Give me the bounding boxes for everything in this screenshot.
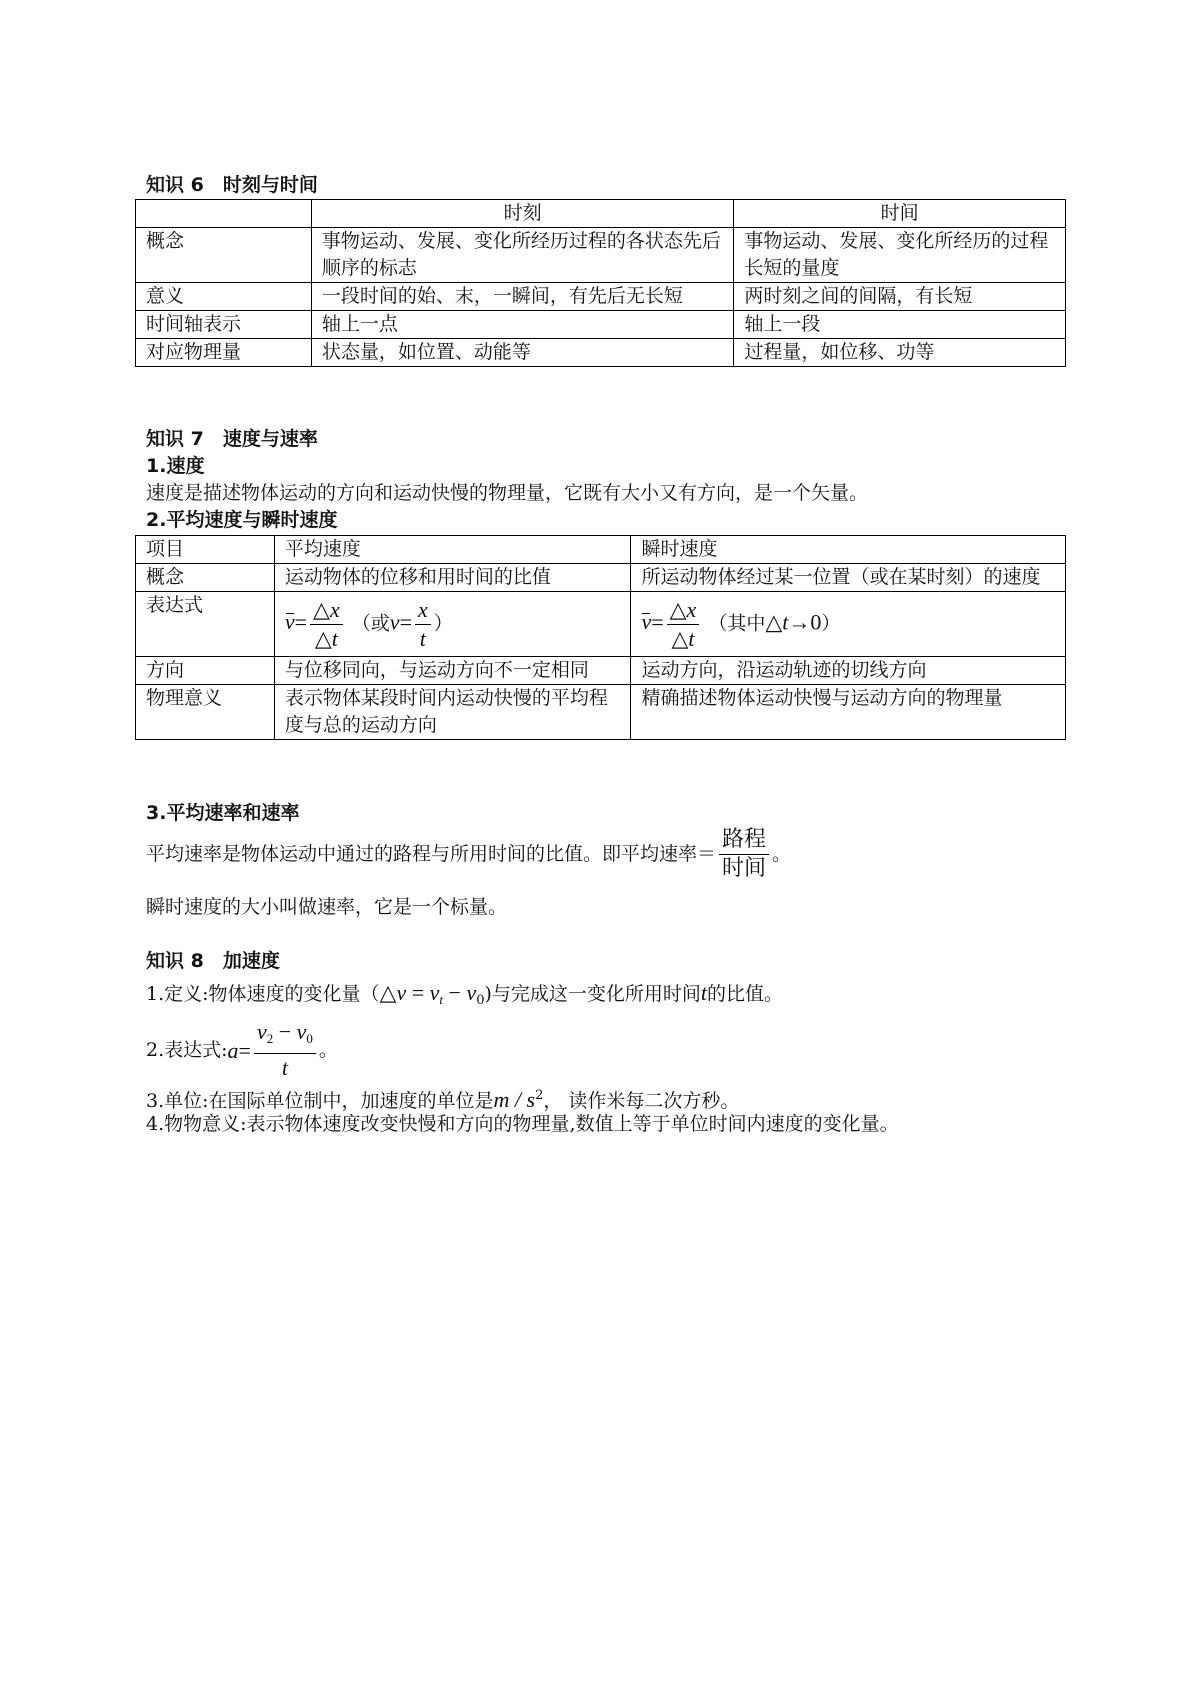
v-symbol: v [389, 609, 400, 634]
row-label: 概念 [136, 564, 275, 592]
row-label: 表达式 [136, 592, 275, 657]
denominator: t [419, 625, 426, 651]
v-bar-symbol: v [284, 609, 295, 634]
v-bar-symbol: v [641, 609, 652, 634]
table-row [136, 339, 1066, 367]
table-cell: 与位移同向，与运动方向不一定相同 [274, 657, 631, 685]
table-cell: 运动方向，沿运动轨迹的切线方向 [631, 657, 1066, 685]
definition-text: 的比值。 [707, 983, 784, 1005]
average-velocity-formula [274, 592, 631, 657]
denominator: 时间 [722, 856, 767, 881]
table-cell: 所运动物体经过某一位置（或在某时刻）的速度 [631, 564, 1066, 592]
velocity-table [135, 535, 1066, 740]
table-cell: 精确描述物体运动快慢与运动方向的物理量 [631, 685, 1066, 740]
row-label: 物理意义 [136, 685, 275, 740]
table-cell: 轴上一段 [734, 311, 1066, 339]
numerator [254, 1018, 316, 1054]
fraction-x-t [415, 596, 431, 653]
v-symbol: v [296, 1019, 307, 1044]
header-cell: 平均速度 [274, 536, 631, 564]
header-cell: 瞬时速度 [631, 536, 1066, 564]
denominator: △t [314, 625, 338, 651]
unit-symbol: m / s [493, 1087, 536, 1112]
table-row [136, 657, 1066, 685]
time-table [135, 199, 1066, 367]
table-cell: 表示物体某段时间内运动快慢的平均程度与总的运动方向 [274, 685, 631, 740]
average-speed-text: 平均速率是物体运动中通过的路程与所用时间的比值。即平均速率＝ [146, 843, 717, 865]
fraction-dx-dt [310, 596, 343, 653]
average-speed-line [146, 826, 791, 883]
table-cell: 运动物体的位移和用时间的比值 [274, 564, 631, 592]
a-symbol: a [227, 1037, 239, 1063]
numerator: △x [310, 596, 343, 625]
row-label: 意义 [136, 283, 312, 311]
row-label: 方向 [136, 657, 275, 685]
table-cell: 事物运动、发展、变化所经历过程的各状态先后顺序的标志 [311, 228, 734, 283]
subscript-2: 2 [266, 1031, 274, 1046]
equals-sign: = [399, 609, 412, 634]
v-symbol: v [466, 980, 477, 1005]
table-cell: 两时刻之间的间隔，有长短 [734, 283, 1066, 311]
period: 。 [318, 1038, 338, 1061]
definition-text: )与完成这一变化所用时间 [484, 983, 701, 1005]
or-close: ） [433, 612, 453, 634]
section-8-title: 知识 8 加速度 [146, 950, 280, 972]
table-cell: 状态量，如位置、动能等 [311, 339, 734, 367]
table-cell: 轴上一点 [311, 311, 734, 339]
numerator: 路程 [719, 826, 769, 855]
velocity-definition: 速度是描述物体运动的方向和运动快慢的物理量，它既有大小又有方向，是一个矢量。 [146, 482, 869, 504]
table-row [136, 564, 1066, 592]
equals-sign: = [406, 980, 430, 1005]
subscript-0: 0 [476, 993, 485, 1008]
subscript-t: t [439, 992, 444, 1007]
superscript-2: 2 [535, 1088, 544, 1103]
table-cell: 一段时间的始、末，一瞬间，有先后无长短 [311, 283, 734, 311]
denominator: △t [671, 625, 695, 651]
t-symbol: t [700, 980, 708, 1005]
arrow-symbol: → [788, 609, 811, 634]
acceleration-expression [146, 1018, 338, 1082]
section-7-title: 知识 7 速度与速率 [146, 428, 318, 450]
numerator: △x [667, 596, 700, 625]
delta-t: △t [765, 609, 789, 634]
header-cell [136, 200, 312, 228]
minus-sign: − [443, 980, 467, 1005]
section-6-title: 知识 6 时刻与时间 [146, 174, 318, 196]
header-cell: 项目 [136, 536, 275, 564]
v-symbol: v [429, 980, 440, 1005]
header-cell: 时刻 [311, 200, 734, 228]
table-header-row [136, 536, 1066, 564]
unit-text: ， 读作米每二次方秒。 [543, 1090, 740, 1112]
row-label: 对应物理量 [136, 339, 312, 367]
subsection-avg-inst-title: 2.平均速度与瞬时速度 [146, 509, 338, 531]
fraction-dv-t [254, 1018, 316, 1082]
equals-sign: = [238, 1037, 251, 1063]
table-row [136, 228, 1066, 283]
delta-v: △v [379, 980, 407, 1005]
unit-text: 3.单位:在国际单位制中，加速度的单位是 [146, 1090, 494, 1112]
subsection-speed-title: 3.平均速率和速率 [146, 802, 300, 824]
limit-open: （其中 [708, 612, 766, 634]
subscript-0: 0 [306, 1031, 313, 1046]
expression-label: 2.表达式: [146, 1038, 228, 1061]
row-label: 时间轴表示 [136, 311, 312, 339]
table-row [136, 592, 1066, 657]
or-open: （或 [351, 612, 390, 634]
zero: 0 [810, 609, 822, 634]
row-label: 概念 [136, 228, 312, 283]
numerator: x [415, 596, 431, 625]
table-row [136, 311, 1066, 339]
definition-text: 1.定义:物体速度的变化量（ [146, 983, 380, 1005]
equals-sign: = [651, 609, 664, 634]
speed-definition: 瞬时速度的大小叫做速率，它是一个标量。 [146, 896, 508, 918]
limit-close: ） [821, 612, 841, 634]
header-cell: 时间 [734, 200, 1066, 228]
table-row [136, 283, 1066, 311]
acceleration-definition [146, 979, 783, 1014]
table-row [136, 685, 1066, 740]
table-header-row [136, 200, 1066, 228]
subsection-velocity-title: 1.速度 [146, 455, 205, 477]
denominator: t [281, 1055, 288, 1080]
period: 。 [772, 843, 792, 865]
acceleration-meaning: 4.物物意义:表示物体速度改变快慢和方向的物理量,数值上等于单位时间内速度的变化量。 [146, 1113, 899, 1135]
table-cell: 过程量，如位移、功等 [734, 339, 1066, 367]
table-cell: 事物运动、发展、变化所经历的过程长短的量度 [734, 228, 1066, 283]
fraction-distance-time [719, 826, 769, 883]
v-symbol: v [256, 1019, 267, 1044]
instantaneous-velocity-formula [631, 592, 1066, 657]
minus-sign: − [273, 1019, 297, 1044]
equals-sign: = [294, 609, 308, 634]
fraction-dx-dt [667, 596, 700, 653]
